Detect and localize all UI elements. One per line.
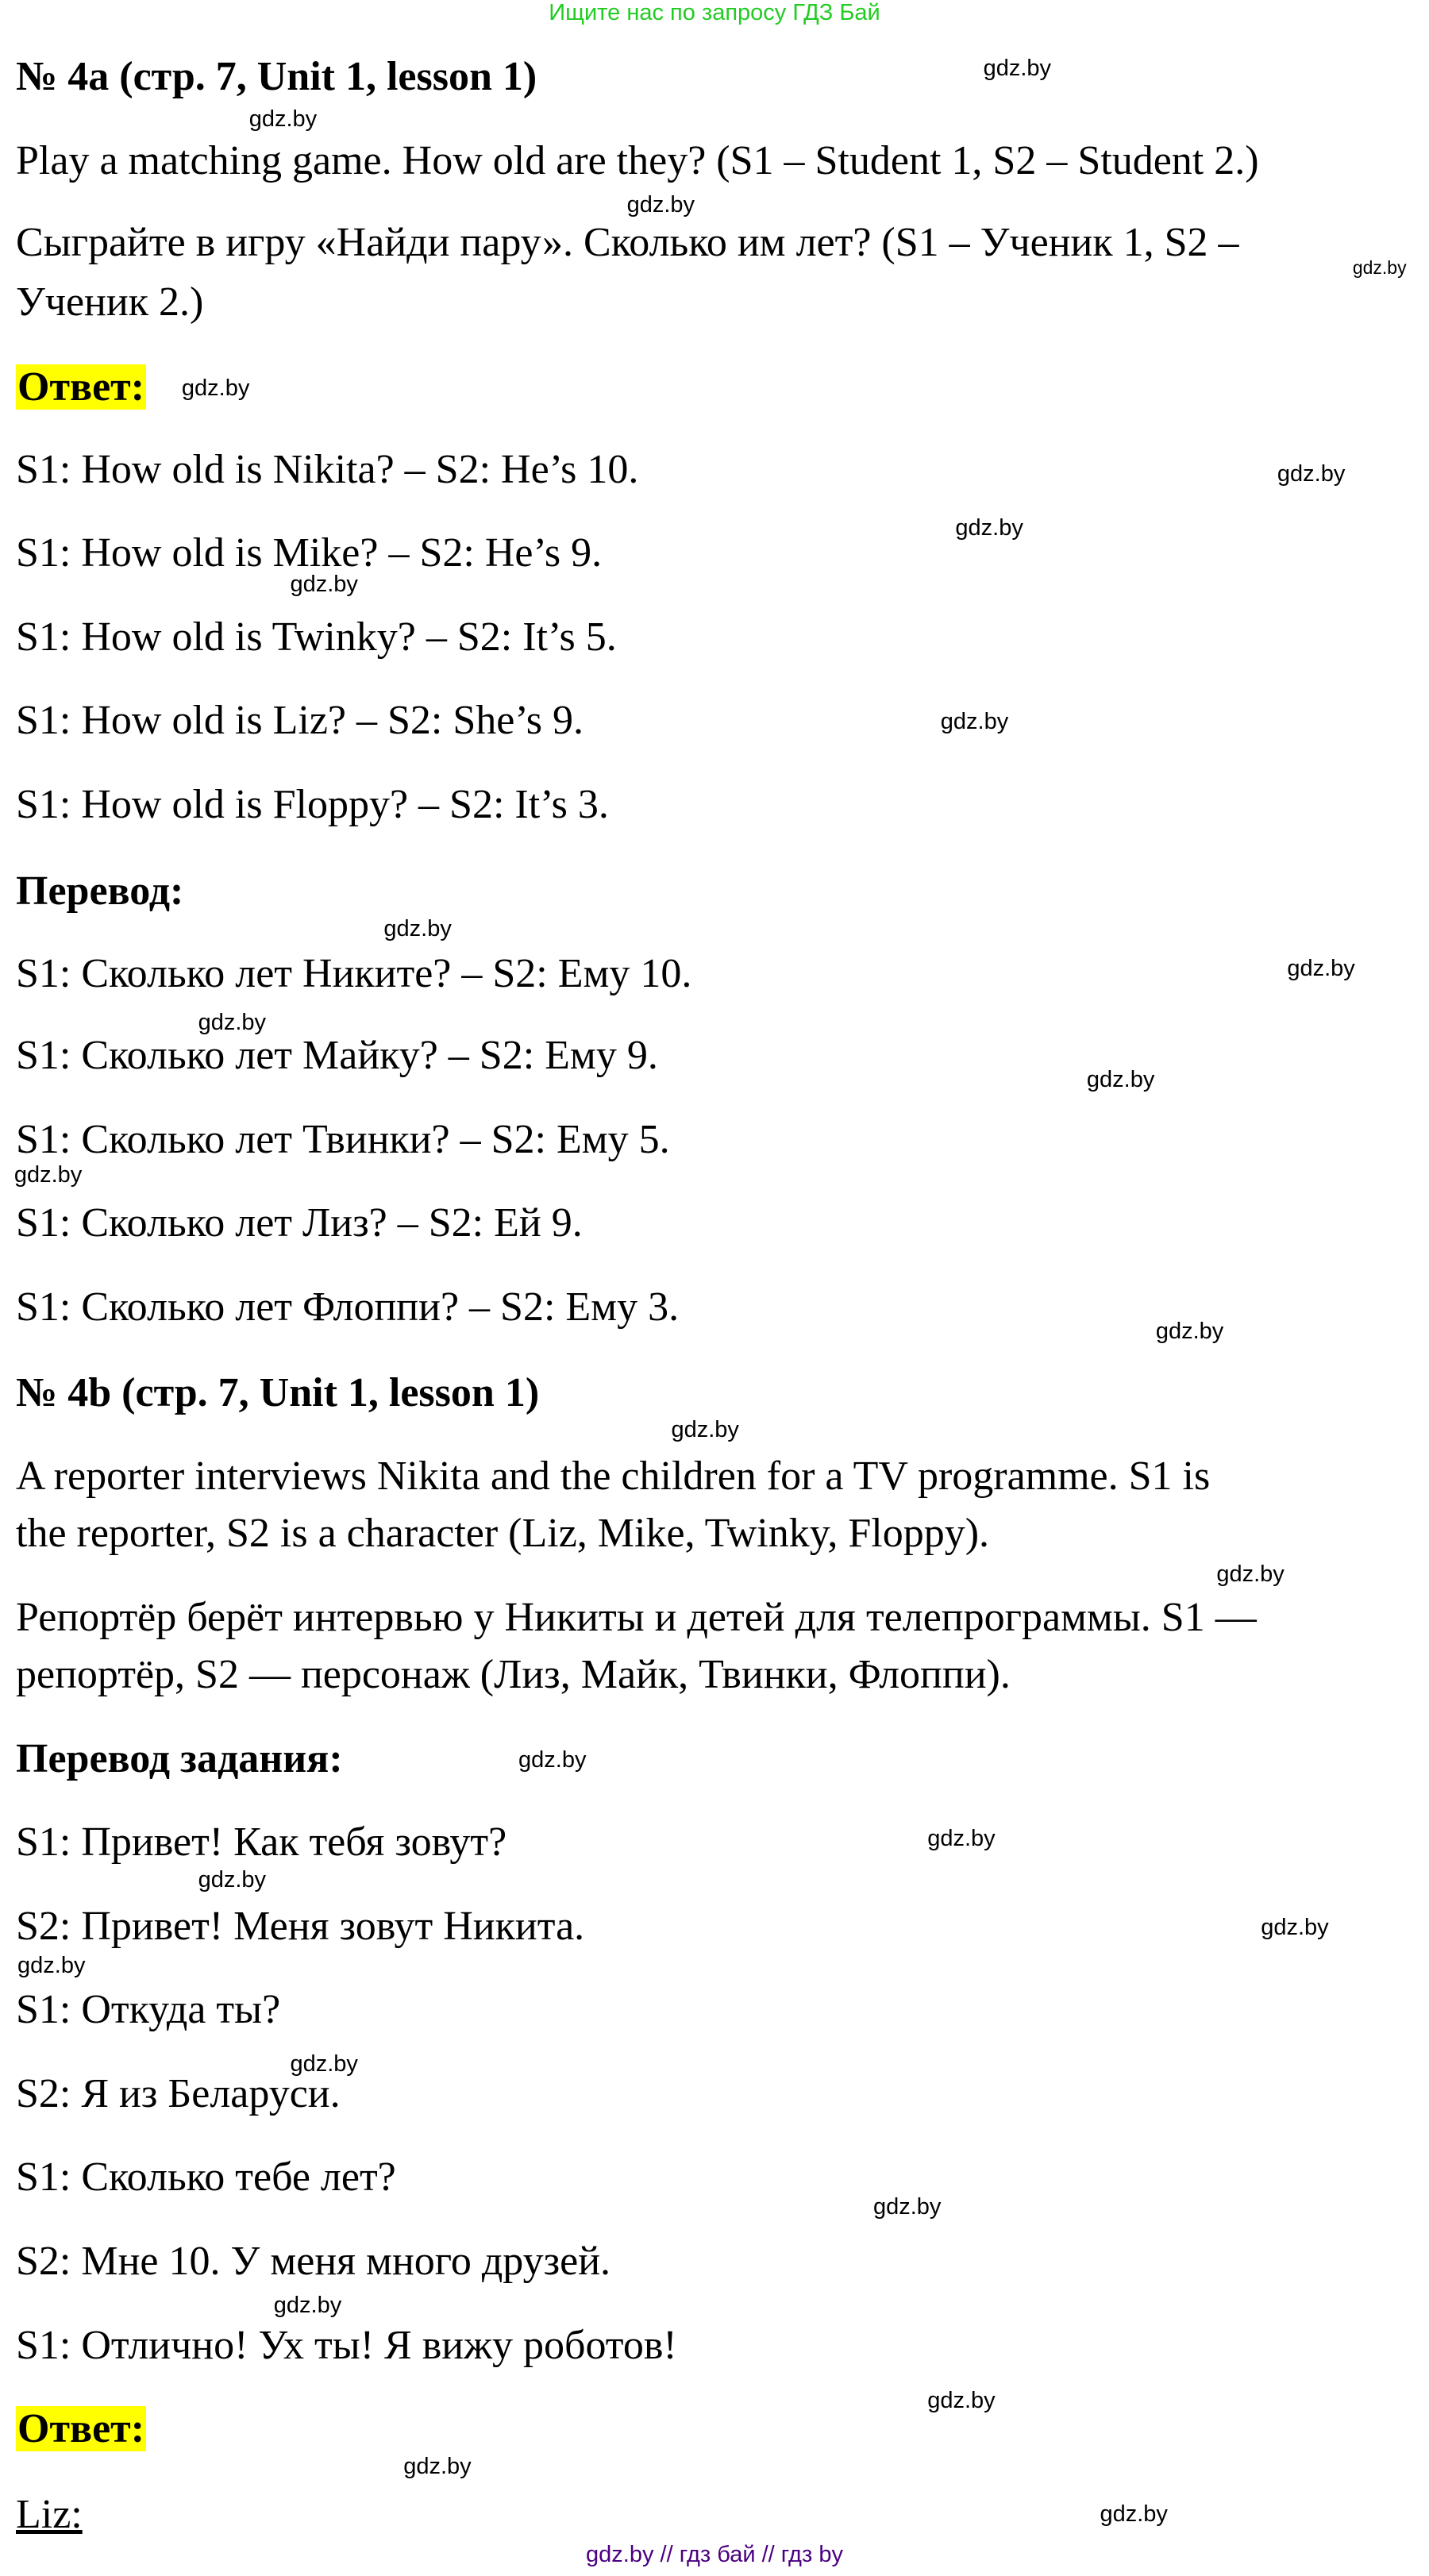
translation-line: S1: Сколько лет Майку? – S2: Ему 9. (16, 1033, 658, 1078)
dialogue-line: S1: Сколько тебе лет? (16, 2154, 396, 2200)
answer-label: Ответ: (17, 364, 145, 410)
watermark: gdz.by (248, 106, 318, 133)
translation-line: S1: Сколько лет Твинки? – S2: Ему 5. (16, 1117, 670, 1162)
watermark: gdz.by (927, 1826, 996, 1852)
watermark: gdz.by (403, 2453, 472, 2479)
translation-line: S1: Сколько лет Лиз? – S2: Ей 9. (16, 1200, 583, 1246)
watermark: gdz.by (1086, 1067, 1155, 1093)
watermark: gdz.by (983, 55, 1052, 81)
watermark: gdz.by (198, 1867, 267, 1893)
answer-label: Ответ: (17, 2406, 145, 2451)
watermark: gdz.by (940, 709, 1009, 735)
translation-label: Перевод: (16, 868, 184, 914)
translation-line: S1: Сколько лет Флоппи? – S2: Ему 3. (16, 1284, 680, 1330)
watermark: gdz.by (1352, 257, 1407, 279)
dialogue-line: S1: Привет! Как тебя зовут? (16, 1819, 507, 1865)
task-4b-title: № 4b (стр. 7, Unit 1, lesson 1) (16, 1370, 540, 1415)
watermark: gdz.by (17, 1952, 86, 1978)
task-4a-instruction-en: Play a matching game. How old are they? (S1 – Student 1, S2 – Student 2.) (16, 138, 1259, 183)
dialogue-line: S2: Привет! Меня зовут Никита. (16, 1904, 585, 1949)
watermark: gdz.by (1277, 460, 1346, 487)
watermark: gdz.by (1287, 955, 1355, 981)
watermark: gdz.by (955, 515, 1023, 541)
watermark: gdz.by (872, 2193, 942, 2220)
watermark: gdz.by (927, 2387, 996, 2413)
watermark: gdz.by (626, 191, 695, 218)
task-4a-title: № 4a (стр. 7, Unit 1, lesson 1) (16, 54, 537, 99)
watermark: gdz.by (181, 375, 250, 402)
watermark: gdz.by (1261, 1915, 1329, 1940)
watermark: gdz.by (1100, 2501, 1168, 2527)
task-translation-label: Перевод задания: (16, 1736, 343, 1781)
watermark: gdz.by (383, 916, 452, 942)
watermark: gdz.by (671, 1417, 739, 1443)
dialogue-line: S2: Мне 10. У меня много друзей. (16, 2239, 611, 2284)
task-4a-instruction-ru: Сыграйте в игру «Найди пару». Сколько им лет? (S1 – Ученик 1, S2 – (16, 220, 1239, 265)
footer-links[interactable]: gdz.by // гдз бай // гдз by (586, 2542, 843, 2567)
watermark: gdz.by (273, 2292, 342, 2318)
watermark: gdz.by (518, 1746, 587, 1773)
task-4a-instruction-ru-cont: Ученик 2.) (16, 279, 204, 325)
task-4b-instruction-en: A reporter interviews Nikita and the children for a TV programme. S1 is (16, 1454, 1211, 1499)
watermark: gdz.by (13, 1162, 83, 1188)
answer-line: S1: How old is Mike? – S2: He’s 9. (16, 530, 603, 576)
liz-label: Liz: (16, 2492, 83, 2537)
answer-line: S1: How old is Liz? – S2: She’s 9. (16, 698, 584, 743)
watermark: gdz.by (1155, 1318, 1224, 1344)
watermark: gdz.by (1216, 1561, 1285, 1588)
task-4b-instruction-ru: Репортёр берёт интервью у Никиты и детей для телепрограммы. S1 — (16, 1595, 1257, 1640)
dialogue-line: S1: Отлично! Ух ты! Я вижу роботов! (16, 2323, 677, 2368)
watermark: gdz.by (290, 571, 358, 597)
dialogue-line: S1: Откуда ты? (16, 1987, 281, 2032)
task-4b-instruction-en-cont: the reporter, S2 is a character (Liz, Mike, Twinky, Floppy). (16, 1511, 990, 1556)
watermark: gdz.by (290, 2050, 358, 2077)
answer-line: S1: How old is Nikita? – S2: He’s 10. (16, 447, 639, 492)
dialogue-line: S2: Я из Беларуси. (16, 2071, 341, 2116)
answer-line: S1: How old is Floppy? – S2: It’s 3. (16, 782, 609, 827)
translation-line: S1: Сколько лет Никите? – S2: Ему 10. (16, 951, 692, 996)
search-banner[interactable]: Ищите нас по запросу ГДЗ Бай (549, 0, 880, 25)
watermark: gdz.by (198, 1009, 267, 1035)
task-4b-instruction-ru-cont: репортёр, S2 — персонаж (Лиз, Майк, Твинки, Флоппи). (16, 1652, 1011, 1697)
answer-line: S1: How old is Twinky? – S2: It’s 5. (16, 614, 617, 660)
